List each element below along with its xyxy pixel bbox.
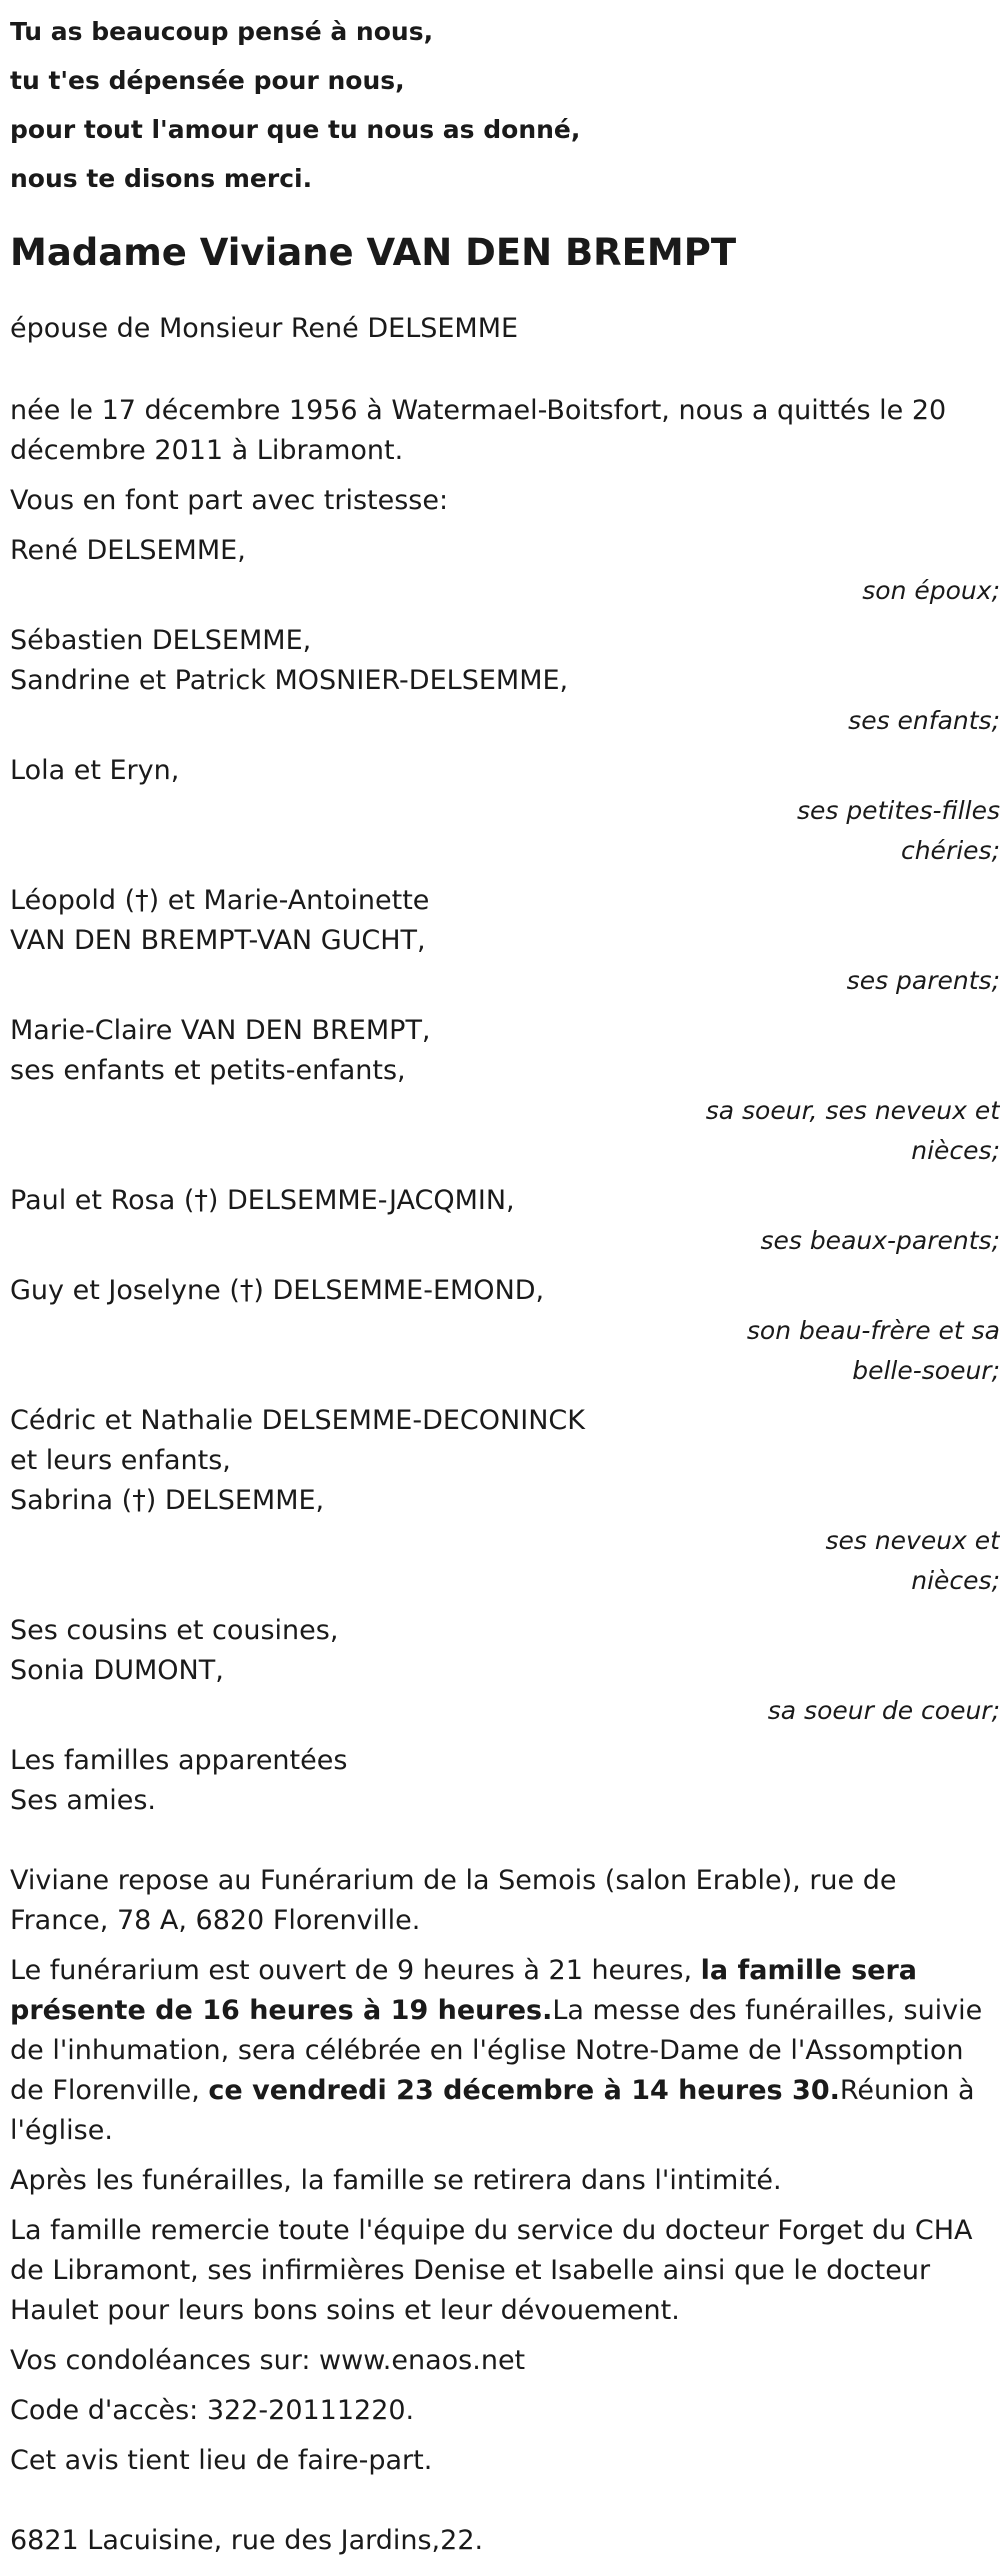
mass-info: La messe des funérailles, suivie de l'inhumation, sera célébrée en l'église Notre-Dame de l'Assomption de Florenville, xyxy=(10,1995,983,2106)
family-presence: la famille sera présente de 16 heures à 19 heures. xyxy=(10,1955,918,2026)
access-code: Code d'accès: 322-20111220. xyxy=(10,2395,415,2426)
family-group xyxy=(10,751,1000,871)
poem-line: tu t'es dépensée pour nous, xyxy=(10,66,405,95)
family-relation: ses petites-filles chéries; xyxy=(796,796,1000,865)
announce-line: Vous en font part avec tristesse: xyxy=(10,485,449,516)
address: 6821 Lacuisine, rue des Jardins,22. xyxy=(10,2525,484,2556)
family-group xyxy=(10,1011,1000,1171)
family-relation: son beau-frère et sa belle-soeur; xyxy=(746,1316,1000,1385)
funerarium-info xyxy=(10,1951,1000,2151)
family-group xyxy=(10,881,1000,1001)
thanks-info: La famille remercie toute l'équipe du service du docteur Forget du CHA de Libramont, ses infirmières Denise et Isabelle ainsi que le docteur Haulet pour leurs bons soins et leur dévouement. xyxy=(10,2215,973,2326)
deceased-name: Madame Viviane VAN DEN BREMPT xyxy=(10,231,737,274)
family-relation: ses parents; xyxy=(846,966,1000,995)
family-member: Guy et Joselyne (†) DELSEMME-EMOND, xyxy=(10,1275,545,1306)
family-member: ses enfants et petits-enfants, xyxy=(10,1055,406,1086)
family-member: et leurs enfants, xyxy=(10,1445,231,1476)
condolences-link[interactable]: Vos condoléances sur: www.enaos.net xyxy=(10,2345,526,2376)
family-relation: ses enfants; xyxy=(848,706,1000,735)
intimacy-info: Après les funérailles, la famille se retirera dans l'intimité. xyxy=(10,2165,782,2196)
family-member: Lola et Eryn, xyxy=(10,755,180,786)
family-group xyxy=(10,531,1000,611)
meeting-info: Réunion à l'église. xyxy=(10,2075,975,2146)
family-relation: ses beaux-parents; xyxy=(760,1226,1000,1255)
family-group xyxy=(10,1611,1000,1731)
poem-line: pour tout l'amour que tu nous as donné, xyxy=(10,115,581,144)
family-group xyxy=(10,621,1000,741)
birth-death-line: née le 17 décembre 1956 à Watermael-Boitsfort, nous a quittés le 20 décembre 2011 à Libramont. xyxy=(10,395,947,466)
family-member: VAN DEN BREMPT-VAN GUCHT, xyxy=(10,925,426,956)
family-member: Ses cousins et cousines, xyxy=(10,1615,339,1646)
family-relation: son époux; xyxy=(862,576,1000,605)
family-group xyxy=(10,1271,1000,1391)
spouse-line: épouse de Monsieur René DELSEMME xyxy=(10,313,519,344)
family-member: Les familles apparentées xyxy=(10,1745,348,1776)
notice-line: Cet avis tient lieu de faire-part. xyxy=(10,2445,433,2476)
family-list xyxy=(10,531,1000,1821)
family-member: Marie-Claire VAN DEN BREMPT, xyxy=(10,1015,431,1046)
poem xyxy=(10,0,990,203)
family-relation: ses neveux et nièces; xyxy=(825,1526,1000,1595)
family-member: Sabrina (†) DELSEMME, xyxy=(10,1485,325,1516)
family-group xyxy=(10,1401,1000,1601)
family-member: René DELSEMME, xyxy=(10,535,246,566)
funerarium-hours: Le funérarium est ouvert de 9 heures à 21 heures, xyxy=(10,1955,701,1986)
family-member: Ses amies. xyxy=(10,1785,157,1816)
family-member: Léopold (†) et Marie-Antoinette xyxy=(10,885,430,916)
poem-line: nous te disons merci. xyxy=(10,164,313,193)
family-member: Sébastien DELSEMME, xyxy=(10,625,312,656)
family-member: Cédric et Nathalie DELSEMME-DECONINCK xyxy=(10,1405,585,1436)
family-member: Sandrine et Patrick MOSNIER-DELSEMME, xyxy=(10,665,569,696)
family-member: Paul et Rosa (†) DELSEMME-JACQMIN, xyxy=(10,1185,515,1216)
mass-date: ce vendredi 23 décembre à 14 heures 30. xyxy=(208,2075,840,2106)
poem-line: Tu as beaucoup pensé à nous, xyxy=(10,17,434,46)
closing-names xyxy=(10,1741,1000,1821)
family-group xyxy=(10,1181,1000,1261)
family-relation: sa soeur, ses neveux et nièces; xyxy=(705,1096,1000,1165)
family-relation: sa soeur de coeur; xyxy=(767,1696,1000,1725)
info-block xyxy=(10,1861,1000,2481)
family-member: Sonia DUMONT, xyxy=(10,1655,224,1686)
repose-info: Viviane repose au Funérarium de la Semois (salon Erable), rue de France, 78 A, 6820 Florenville. xyxy=(10,1865,897,1936)
